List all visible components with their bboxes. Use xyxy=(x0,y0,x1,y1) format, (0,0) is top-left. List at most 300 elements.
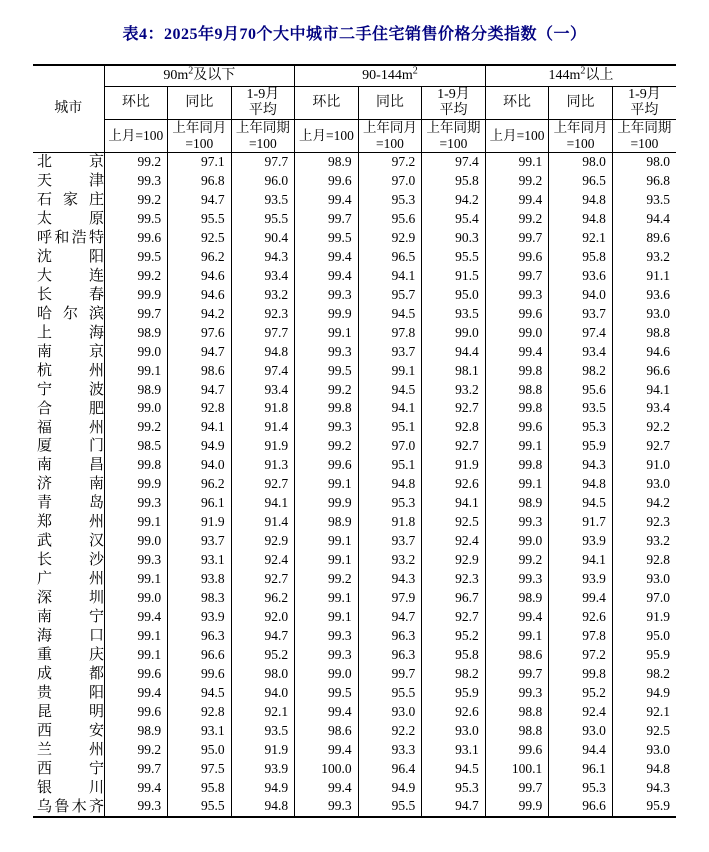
city-cell xyxy=(33,608,104,627)
value-cell: 99.5 xyxy=(295,684,359,703)
value-cell: 99.7 xyxy=(104,760,168,779)
value-cell: 94.5 xyxy=(358,380,422,399)
value-cell: 92.9 xyxy=(231,532,295,551)
value-cell: 97.5 xyxy=(168,760,232,779)
value-cell: 92.2 xyxy=(358,722,422,741)
value-cell: 92.2 xyxy=(612,418,676,437)
value-cell: 91.9 xyxy=(231,437,295,456)
value-cell: 92.7 xyxy=(422,399,486,418)
value-cell: 91.7 xyxy=(549,513,613,532)
value-cell: 99.4 xyxy=(295,248,359,267)
city-cell xyxy=(33,494,104,513)
city-name: 宁波 xyxy=(37,381,104,398)
value-cell: 99.7 xyxy=(485,778,549,797)
value-cell: 91.9 xyxy=(231,741,295,760)
value-cell: 95.9 xyxy=(612,646,676,665)
value-cell: 94.6 xyxy=(612,343,676,362)
value-cell: 97.0 xyxy=(358,437,422,456)
value-cell: 95.9 xyxy=(612,797,676,817)
value-cell: 99.3 xyxy=(485,684,549,703)
value-cell: 99.2 xyxy=(104,741,168,760)
value-cell: 94.8 xyxy=(549,191,613,210)
value-cell: 98.2 xyxy=(612,665,676,684)
value-cell: 99.3 xyxy=(295,797,359,817)
value-cell: 99.6 xyxy=(485,418,549,437)
city-name: 南宁 xyxy=(37,609,104,626)
value-cell: 99.3 xyxy=(295,286,359,305)
value-cell: 99.1 xyxy=(295,608,359,627)
value-cell: 99.9 xyxy=(485,797,549,817)
value-cell: 95.3 xyxy=(422,778,486,797)
value-cell: 95.5 xyxy=(422,248,486,267)
metric-header-yoy: 同比 xyxy=(168,87,232,120)
value-cell: 97.9 xyxy=(358,589,422,608)
value-cell: 98.1 xyxy=(422,361,486,380)
value-cell: 95.1 xyxy=(358,456,422,475)
value-cell: 93.5 xyxy=(422,305,486,324)
value-cell: 98.9 xyxy=(295,513,359,532)
city-cell xyxy=(33,437,104,456)
value-cell: 99.8 xyxy=(485,399,549,418)
value-cell: 99.2 xyxy=(485,210,549,229)
city-name: 青岛 xyxy=(37,495,104,512)
value-cell: 99.0 xyxy=(104,532,168,551)
value-cell: 95.5 xyxy=(358,797,422,817)
metric-header-yoy: 同比 xyxy=(549,87,613,120)
base-header-same-month-last-year: 上年同月 =100 xyxy=(358,120,422,153)
metric-header-mom: 环比 xyxy=(485,87,549,120)
value-cell: 96.6 xyxy=(612,361,676,380)
value-cell: 99.2 xyxy=(104,267,168,286)
value-cell: 99.8 xyxy=(485,456,549,475)
value-cell: 99.0 xyxy=(485,324,549,343)
city-cell xyxy=(33,570,104,589)
city-cell xyxy=(33,589,104,608)
value-cell: 93.7 xyxy=(358,343,422,362)
value-cell: 94.8 xyxy=(231,797,295,817)
table-row xyxy=(33,172,676,191)
value-cell: 95.3 xyxy=(549,418,613,437)
value-cell: 95.2 xyxy=(422,627,486,646)
value-cell: 93.2 xyxy=(612,532,676,551)
value-cell: 95.2 xyxy=(231,646,295,665)
value-cell: 94.8 xyxy=(358,475,422,494)
value-cell: 100.0 xyxy=(295,760,359,779)
table-row xyxy=(33,456,676,475)
value-cell: 94.1 xyxy=(549,551,613,570)
base-header-prev-month: 上月=100 xyxy=(104,120,168,153)
value-cell: 95.5 xyxy=(231,210,295,229)
value-cell: 95.8 xyxy=(422,646,486,665)
city-cell xyxy=(33,551,104,570)
value-cell: 99.1 xyxy=(485,437,549,456)
value-cell: 93.4 xyxy=(612,399,676,418)
value-cell: 99.9 xyxy=(104,475,168,494)
value-cell: 92.8 xyxy=(422,418,486,437)
value-cell: 92.1 xyxy=(549,229,613,248)
value-cell: 92.9 xyxy=(422,551,486,570)
value-cell: 99.3 xyxy=(104,797,168,817)
table-row xyxy=(33,267,676,286)
value-cell: 93.5 xyxy=(231,191,295,210)
table-row xyxy=(33,361,676,380)
value-cell: 94.1 xyxy=(358,399,422,418)
base-header-prev-month: 上月=100 xyxy=(485,120,549,153)
value-cell: 98.0 xyxy=(549,153,613,172)
value-cell: 94.8 xyxy=(549,475,613,494)
value-cell: 92.8 xyxy=(612,551,676,570)
city-name: 济南 xyxy=(37,476,104,493)
city-cell xyxy=(33,722,104,741)
value-cell: 99.6 xyxy=(485,248,549,267)
value-cell: 96.8 xyxy=(612,172,676,191)
value-cell: 99.0 xyxy=(104,589,168,608)
table-row xyxy=(33,153,676,172)
value-cell: 92.4 xyxy=(231,551,295,570)
value-cell: 97.8 xyxy=(358,324,422,343)
city-column-header: 城市 xyxy=(33,65,104,153)
value-cell: 95.3 xyxy=(549,778,613,797)
value-cell: 93.0 xyxy=(549,722,613,741)
city-cell xyxy=(33,741,104,760)
value-cell: 96.5 xyxy=(549,172,613,191)
value-cell: 94.8 xyxy=(549,210,613,229)
value-cell: 99.3 xyxy=(104,172,168,191)
value-cell: 93.6 xyxy=(612,286,676,305)
value-cell: 99.0 xyxy=(422,324,486,343)
value-cell: 91.4 xyxy=(231,418,295,437)
table-row xyxy=(33,494,676,513)
value-cell: 99.5 xyxy=(295,229,359,248)
city-name: 武汉 xyxy=(37,533,104,550)
value-cell: 92.1 xyxy=(231,703,295,722)
value-cell: 93.7 xyxy=(358,532,422,551)
city-name: 成都 xyxy=(37,665,104,682)
value-cell: 93.8 xyxy=(168,570,232,589)
table-title: 表4：2025年9月70个大中城市二手住宅销售价格分类指数（一） xyxy=(122,26,587,43)
value-cell: 94.2 xyxy=(422,191,486,210)
value-cell: 91.9 xyxy=(422,456,486,475)
value-cell: 99.3 xyxy=(295,627,359,646)
value-cell: 97.6 xyxy=(168,324,232,343)
value-cell: 99.6 xyxy=(168,665,232,684)
value-cell: 93.4 xyxy=(231,267,295,286)
city-cell xyxy=(33,665,104,684)
city-name: 哈尔滨 xyxy=(37,305,104,322)
value-cell: 93.2 xyxy=(612,248,676,267)
value-cell: 96.8 xyxy=(168,172,232,191)
city-cell xyxy=(33,267,104,286)
value-cell: 99.8 xyxy=(104,456,168,475)
table-row xyxy=(33,646,676,665)
value-cell: 97.4 xyxy=(422,153,486,172)
metric-header-yoy: 同比 xyxy=(358,87,422,120)
value-cell: 98.0 xyxy=(231,665,295,684)
value-cell: 99.1 xyxy=(485,475,549,494)
value-cell: 99.9 xyxy=(295,494,359,513)
value-cell: 96.0 xyxy=(231,172,295,191)
city-name: 广州 xyxy=(37,571,104,588)
city-name: 太原 xyxy=(37,211,104,228)
value-cell: 94.5 xyxy=(422,760,486,779)
value-cell: 89.6 xyxy=(612,229,676,248)
value-cell: 93.2 xyxy=(422,380,486,399)
value-cell: 99.1 xyxy=(295,589,359,608)
value-cell: 92.3 xyxy=(231,305,295,324)
table-row xyxy=(33,513,676,532)
city-name: 上海 xyxy=(37,324,104,341)
value-cell: 94.0 xyxy=(231,684,295,703)
value-cell: 96.1 xyxy=(549,760,613,779)
table-row xyxy=(33,760,676,779)
city-name: 兰州 xyxy=(37,741,104,758)
value-cell: 98.9 xyxy=(295,153,359,172)
value-cell: 94.8 xyxy=(612,760,676,779)
city-name: 西安 xyxy=(37,722,104,739)
value-cell: 99.4 xyxy=(295,191,359,210)
value-cell: 98.8 xyxy=(485,703,549,722)
value-cell: 94.9 xyxy=(231,778,295,797)
value-cell: 92.6 xyxy=(549,608,613,627)
city-name: 郑州 xyxy=(37,514,104,531)
value-cell: 93.4 xyxy=(549,343,613,362)
value-cell: 99.8 xyxy=(549,665,613,684)
value-cell: 99.4 xyxy=(485,191,549,210)
value-cell: 99.2 xyxy=(295,570,359,589)
value-cell: 99.9 xyxy=(295,305,359,324)
city-name: 石家庄 xyxy=(37,192,104,209)
value-cell: 97.4 xyxy=(549,324,613,343)
value-cell: 99.9 xyxy=(104,286,168,305)
value-cell: 96.6 xyxy=(168,646,232,665)
value-cell: 94.8 xyxy=(231,343,295,362)
value-cell: 93.5 xyxy=(549,399,613,418)
value-cell: 93.2 xyxy=(358,551,422,570)
value-cell: 98.9 xyxy=(104,380,168,399)
city-name: 天津 xyxy=(37,173,104,190)
metric-header-avg: 1-9月 平均 xyxy=(612,87,676,120)
table-row xyxy=(33,551,676,570)
table-row xyxy=(33,608,676,627)
value-cell: 92.6 xyxy=(422,475,486,494)
value-cell: 93.4 xyxy=(231,380,295,399)
value-cell: 92.8 xyxy=(168,703,232,722)
metric-header-mom: 环比 xyxy=(104,87,168,120)
city-name: 合肥 xyxy=(37,400,104,417)
value-cell: 99.6 xyxy=(485,741,549,760)
city-cell xyxy=(33,343,104,362)
value-cell: 99.2 xyxy=(104,418,168,437)
value-cell: 95.8 xyxy=(168,778,232,797)
value-cell: 94.9 xyxy=(168,437,232,456)
value-cell: 99.6 xyxy=(104,229,168,248)
value-cell: 92.7 xyxy=(422,437,486,456)
value-cell: 99.1 xyxy=(485,627,549,646)
city-name: 北京 xyxy=(37,154,104,171)
value-cell: 99.2 xyxy=(295,437,359,456)
base-header-same-period-last-year: 上年同期 =100 xyxy=(231,120,295,153)
value-cell: 92.5 xyxy=(422,513,486,532)
value-cell: 94.1 xyxy=(168,418,232,437)
value-cell: 94.9 xyxy=(358,778,422,797)
value-cell: 99.1 xyxy=(295,475,359,494)
value-cell: 91.9 xyxy=(612,608,676,627)
value-cell: 95.6 xyxy=(358,210,422,229)
value-cell: 99.3 xyxy=(485,286,549,305)
base-header-same-period-last-year: 上年同期 =100 xyxy=(612,120,676,153)
metric-header-mom: 环比 xyxy=(295,87,359,120)
value-cell: 93.3 xyxy=(358,741,422,760)
metric-header-avg: 1-9月 平均 xyxy=(422,87,486,120)
value-cell: 99.0 xyxy=(104,343,168,362)
value-cell: 91.5 xyxy=(422,267,486,286)
city-cell xyxy=(33,475,104,494)
city-cell xyxy=(33,153,104,172)
value-cell: 99.4 xyxy=(549,589,613,608)
city-name: 呼和浩特 xyxy=(37,229,104,246)
base-header-same-month-last-year: 上年同月 =100 xyxy=(168,120,232,153)
value-cell: 99.4 xyxy=(295,741,359,760)
city-cell xyxy=(33,513,104,532)
value-cell: 93.0 xyxy=(358,703,422,722)
value-cell: 97.0 xyxy=(612,589,676,608)
value-cell: 98.9 xyxy=(104,722,168,741)
city-name: 南京 xyxy=(37,343,104,360)
value-cell: 92.7 xyxy=(422,608,486,627)
value-cell: 92.4 xyxy=(549,703,613,722)
value-cell: 93.9 xyxy=(549,532,613,551)
value-cell: 93.9 xyxy=(549,570,613,589)
city-name: 南昌 xyxy=(37,457,104,474)
value-cell: 99.7 xyxy=(358,665,422,684)
value-cell: 98.9 xyxy=(104,324,168,343)
price-index-table xyxy=(33,64,676,818)
value-cell: 99.6 xyxy=(104,665,168,684)
value-cell: 99.2 xyxy=(485,172,549,191)
table-row xyxy=(33,589,676,608)
city-cell xyxy=(33,456,104,475)
value-cell: 99.3 xyxy=(104,494,168,513)
value-cell: 91.8 xyxy=(358,513,422,532)
city-name: 大连 xyxy=(37,267,104,284)
value-cell: 99.8 xyxy=(485,361,549,380)
value-cell: 96.7 xyxy=(422,589,486,608)
value-cell: 94.3 xyxy=(231,248,295,267)
value-cell: 97.2 xyxy=(358,153,422,172)
value-cell: 94.6 xyxy=(168,267,232,286)
value-cell: 95.5 xyxy=(358,684,422,703)
value-cell: 93.0 xyxy=(612,305,676,324)
value-cell: 95.3 xyxy=(358,191,422,210)
value-cell: 99.6 xyxy=(104,703,168,722)
value-cell: 95.8 xyxy=(549,248,613,267)
value-cell: 99.4 xyxy=(104,684,168,703)
table-row xyxy=(33,248,676,267)
value-cell: 96.3 xyxy=(168,627,232,646)
city-name: 海口 xyxy=(37,627,104,644)
value-cell: 99.7 xyxy=(104,305,168,324)
value-cell: 99.0 xyxy=(295,665,359,684)
city-name: 乌鲁木齐 xyxy=(37,798,104,815)
table-row xyxy=(33,665,676,684)
header-metric-row xyxy=(33,87,676,120)
value-cell: 98.5 xyxy=(104,437,168,456)
value-cell: 98.0 xyxy=(612,153,676,172)
value-cell: 94.5 xyxy=(549,494,613,513)
value-cell: 99.1 xyxy=(104,570,168,589)
table-row xyxy=(33,797,676,817)
value-cell: 97.4 xyxy=(231,361,295,380)
value-cell: 94.5 xyxy=(358,305,422,324)
value-cell: 96.3 xyxy=(358,627,422,646)
value-cell: 99.3 xyxy=(295,418,359,437)
value-cell: 96.2 xyxy=(231,589,295,608)
base-header-same-month-last-year: 上年同月 =100 xyxy=(549,120,613,153)
city-name: 银川 xyxy=(37,779,104,796)
value-cell: 97.0 xyxy=(358,172,422,191)
value-cell: 94.5 xyxy=(168,684,232,703)
value-cell: 95.9 xyxy=(549,437,613,456)
value-cell: 93.0 xyxy=(612,741,676,760)
value-cell: 97.2 xyxy=(549,646,613,665)
value-cell: 94.1 xyxy=(612,380,676,399)
city-name: 西宁 xyxy=(37,760,104,777)
city-cell xyxy=(33,418,104,437)
city-name: 重庆 xyxy=(37,646,104,663)
value-cell: 99.1 xyxy=(104,361,168,380)
value-cell: 99.5 xyxy=(104,210,168,229)
city-name: 贵阳 xyxy=(37,684,104,701)
value-cell: 99.1 xyxy=(358,361,422,380)
value-cell: 92.6 xyxy=(422,703,486,722)
value-cell: 99.7 xyxy=(485,665,549,684)
value-cell: 92.1 xyxy=(612,703,676,722)
value-cell: 96.6 xyxy=(549,797,613,817)
value-cell: 95.2 xyxy=(549,684,613,703)
table-row xyxy=(33,741,676,760)
table-row xyxy=(33,286,676,305)
value-cell: 99.3 xyxy=(104,551,168,570)
value-cell: 97.7 xyxy=(231,324,295,343)
value-cell: 93.0 xyxy=(422,722,486,741)
value-cell: 99.1 xyxy=(295,532,359,551)
value-cell: 92.9 xyxy=(358,229,422,248)
value-cell: 96.2 xyxy=(168,248,232,267)
city-cell xyxy=(33,703,104,722)
header-base-row xyxy=(33,120,676,153)
value-cell: 99.0 xyxy=(485,532,549,551)
table-row xyxy=(33,210,676,229)
table-row xyxy=(33,684,676,703)
city-name: 昆明 xyxy=(37,703,104,720)
value-cell: 94.7 xyxy=(422,797,486,817)
city-name: 杭州 xyxy=(37,362,104,379)
value-cell: 95.1 xyxy=(358,418,422,437)
value-cell: 99.7 xyxy=(295,210,359,229)
value-cell: 94.6 xyxy=(168,286,232,305)
city-cell xyxy=(33,361,104,380)
city-cell xyxy=(33,627,104,646)
value-cell: 95.4 xyxy=(422,210,486,229)
value-cell: 94.7 xyxy=(231,627,295,646)
city-name: 福州 xyxy=(37,419,104,436)
city-cell xyxy=(33,532,104,551)
value-cell: 99.4 xyxy=(295,778,359,797)
value-cell: 94.0 xyxy=(549,286,613,305)
table-body xyxy=(33,153,676,818)
value-cell: 98.6 xyxy=(485,646,549,665)
value-cell: 98.9 xyxy=(485,589,549,608)
